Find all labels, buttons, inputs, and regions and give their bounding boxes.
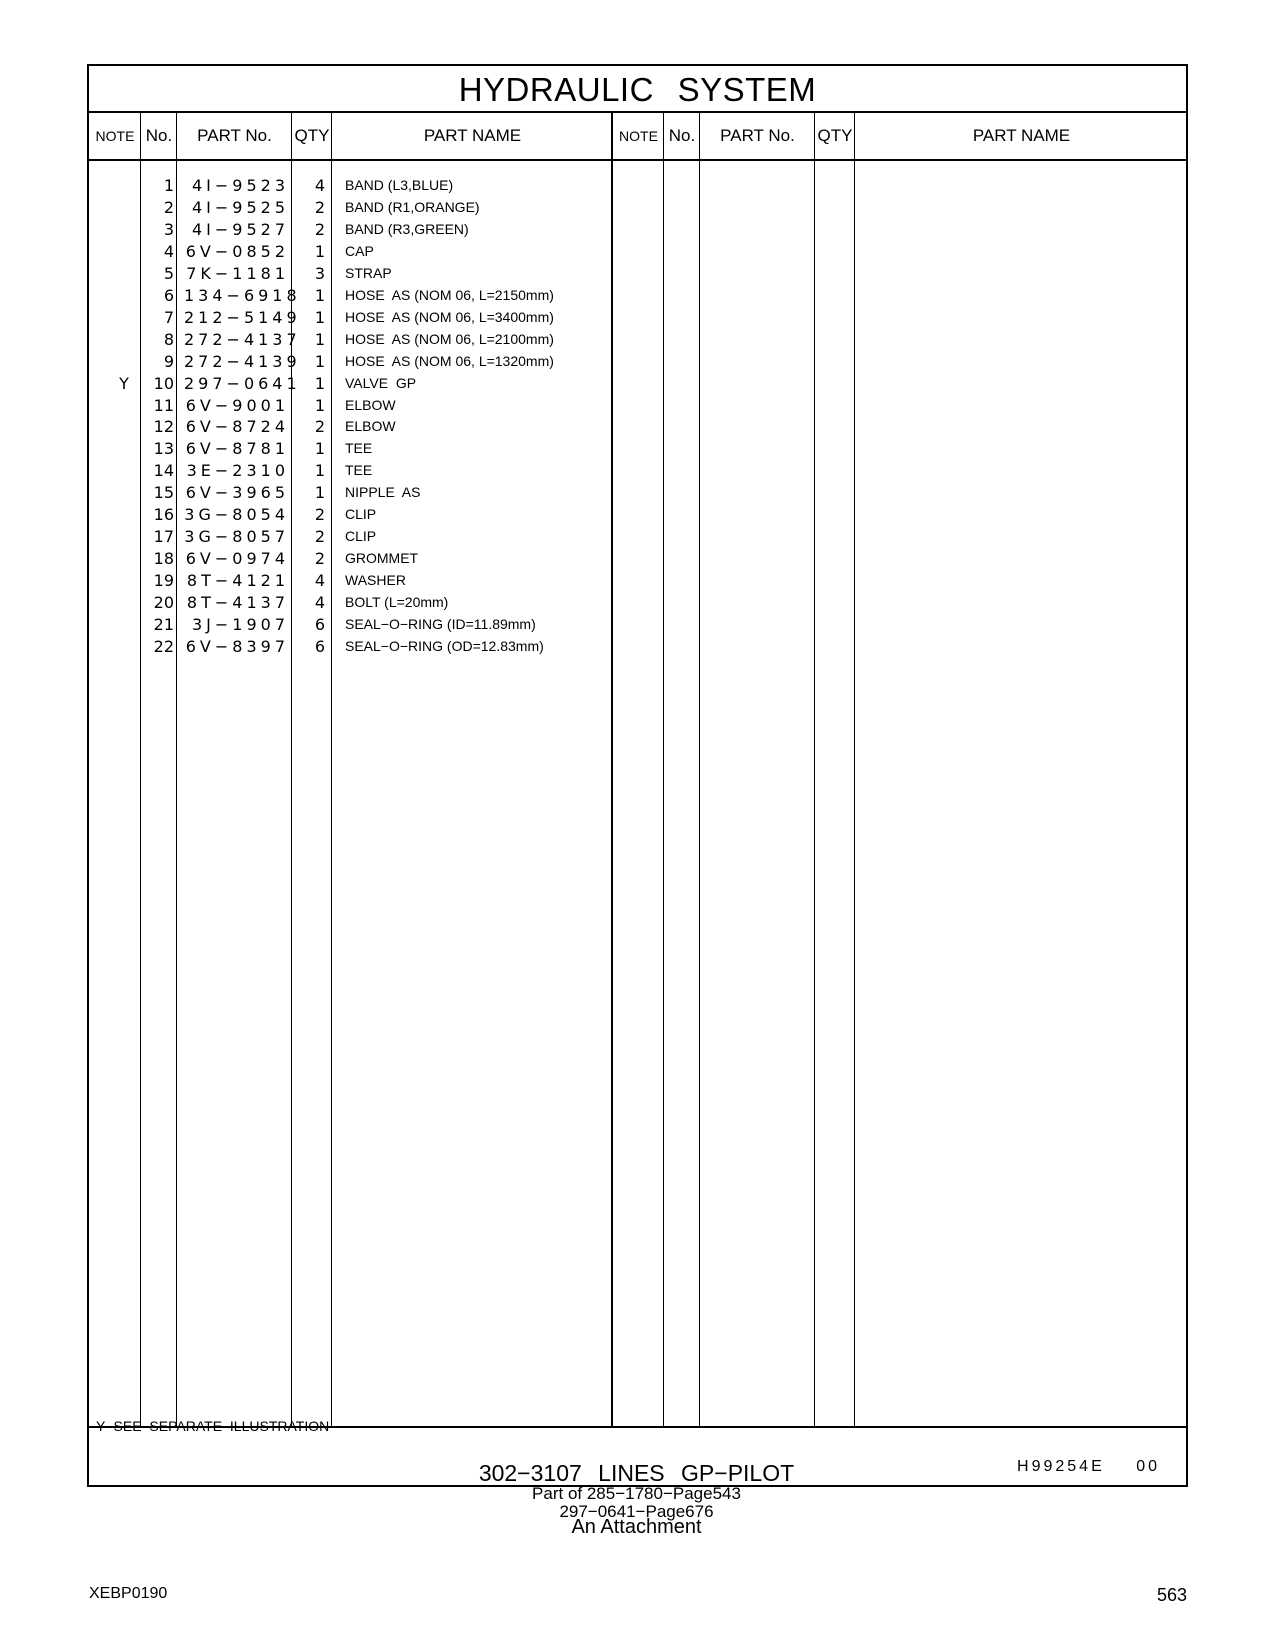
attachment-label: An Attachment — [571, 1516, 702, 1538]
row-quantity: 6 — [314, 615, 325, 634]
row-quantity: 2 — [314, 197, 325, 217]
row-part-name: TEE — [345, 440, 373, 457]
row-quantity: 1 — [314, 307, 325, 327]
row-part-number: 6V−9001 — [185, 395, 289, 415]
row-quantity: 6 — [314, 636, 325, 656]
group-title: 302−3107 LINES GP−PILOT — [478, 1460, 795, 1486]
row-quantity: 2 — [314, 505, 325, 525]
row-part-number: 3J−1907 — [191, 615, 289, 634]
table-row — [89, 503, 1186, 526]
header-part-no-left: PART No. — [197, 126, 272, 145]
row-part-name: BAND (L3,BLUE) — [345, 177, 454, 193]
row-part-number: 4I−9527 — [191, 219, 289, 239]
table-row — [89, 306, 1186, 329]
row-part-number: 4I−9525 — [191, 197, 289, 217]
row-number: 17 — [153, 527, 174, 547]
row-quantity: 1 — [314, 373, 325, 393]
row-part-name: GROMMET — [345, 550, 419, 567]
row-quantity: 1 — [314, 329, 325, 349]
table-row — [89, 525, 1186, 548]
row-part-number: 6V−0974 — [185, 549, 289, 569]
row-number: 1 — [163, 176, 174, 195]
row-quantity: 1 — [314, 439, 325, 459]
row-number: 22 — [153, 636, 174, 656]
row-number: 13 — [153, 439, 174, 459]
row-number: 12 — [153, 417, 174, 437]
illustration-code: H99254E 00 — [1017, 1458, 1160, 1475]
row-quantity: 2 — [314, 549, 325, 569]
table-row — [89, 218, 1186, 241]
row-quantity: 2 — [314, 417, 325, 437]
row-note: Y — [119, 373, 129, 393]
row-part-number: 3E−2310 — [186, 461, 289, 481]
row-quantity: 1 — [314, 461, 325, 481]
row-part-number: 212−5149 — [184, 307, 301, 327]
row-part-name: SEAL−O−RING (ID=11.89mm) — [345, 616, 536, 632]
table-row — [89, 240, 1186, 263]
table-title: HYDRAULIC SYSTEM — [89, 66, 1186, 113]
table-row — [89, 196, 1186, 219]
table-header — [89, 113, 1186, 161]
row-quantity: 1 — [314, 285, 325, 305]
row-number: 2 — [163, 197, 174, 217]
row-number: 10 — [153, 373, 174, 393]
row-quantity: 1 — [314, 395, 325, 415]
row-part-name: HOSE AS (NOM 06, L=2150mm) — [345, 286, 554, 303]
table-row — [89, 328, 1186, 351]
row-part-number: 297−0641 — [184, 373, 301, 393]
row-part-name: SEAL−O−RING (OD=12.83mm) — [345, 637, 544, 654]
row-number: 9 — [163, 351, 174, 371]
row-part-number: 272−4139 — [184, 351, 301, 371]
row-number: 6 — [163, 285, 174, 305]
footnote: Y−SEE SEPARATE ILLUSTRATION — [96, 1418, 330, 1434]
row-part-name: HOSE AS (NOM 06, L=1320mm) — [345, 352, 554, 369]
row-part-number: 8T−4137 — [186, 593, 289, 613]
row-part-name: CLIP — [345, 528, 377, 545]
row-part-name: STRAP — [345, 264, 392, 281]
part-of-line-1: Part of 285−1780−Page543 — [532, 1484, 741, 1503]
table-row — [89, 284, 1186, 307]
header-part-no-right: PART No. — [720, 126, 795, 145]
row-number: 7 — [163, 307, 174, 327]
table-row — [89, 437, 1186, 460]
row-quantity: 1 — [314, 241, 325, 261]
row-number: 20 — [153, 593, 174, 613]
row-part-number: 7K−1181 — [186, 263, 289, 283]
row-number: 14 — [153, 461, 174, 481]
row-number: 3 — [163, 219, 174, 239]
row-part-number: 272−4137 — [184, 329, 301, 349]
row-quantity: 1 — [314, 483, 325, 503]
document-id: XEBP0190 — [89, 1585, 168, 1602]
row-part-name: WASHER — [345, 572, 406, 589]
header-note-left: NOTE — [95, 128, 135, 144]
table-row — [89, 591, 1186, 614]
table-row — [89, 481, 1186, 504]
header-part-name-right: PART NAME — [972, 126, 1071, 145]
part-of-line-2: 297−0641−Page676 — [559, 1502, 714, 1521]
row-quantity: 3 — [314, 263, 325, 283]
row-part-name: ELBOW — [345, 418, 396, 435]
table-row — [89, 547, 1186, 570]
header-part-name-left: PART NAME — [423, 126, 522, 145]
row-part-number: 3G−8054 — [184, 505, 289, 525]
row-number: 5 — [163, 263, 174, 283]
page-number: 563 — [1156, 1585, 1187, 1605]
header-no-right: No. — [668, 126, 696, 145]
row-quantity: 2 — [314, 527, 325, 547]
row-quantity: 4 — [314, 571, 325, 591]
row-part-name: ELBOW — [345, 396, 396, 413]
table-row — [89, 394, 1186, 417]
row-part-number: 8T−4121 — [186, 571, 289, 591]
table-row — [89, 415, 1186, 438]
row-number: 18 — [153, 549, 174, 569]
row-number: 15 — [153, 483, 174, 503]
table-row — [89, 372, 1186, 395]
row-part-name: HOSE AS (NOM 06, L=3400mm) — [345, 308, 554, 325]
table-row — [89, 174, 1186, 197]
row-part-name: HOSE AS (NOM 06, L=2100mm) — [345, 330, 554, 347]
row-part-number: 134−6918 — [184, 285, 301, 305]
row-part-number: 4I−9523 — [191, 176, 289, 195]
row-part-name: BAND (R1,ORANGE) — [345, 198, 480, 215]
table-row — [89, 262, 1186, 285]
row-quantity: 4 — [314, 593, 325, 613]
row-quantity: 4 — [314, 176, 325, 195]
row-part-name: VALVE GP — [345, 374, 417, 391]
row-part-name: CAP — [345, 242, 374, 259]
row-quantity: 1 — [314, 351, 325, 371]
row-part-number: 3G−8057 — [184, 527, 289, 547]
row-part-number: 6V−8724 — [185, 417, 289, 437]
row-part-number: 6V−3965 — [185, 483, 289, 503]
table-row — [89, 635, 1186, 658]
row-part-name: BAND (R3,GREEN) — [345, 220, 469, 237]
row-part-number: 6V−0852 — [185, 241, 289, 261]
parts-table — [87, 64, 1188, 1487]
row-part-name: TEE — [345, 462, 373, 479]
row-number: 19 — [153, 571, 174, 591]
header-note-right: NOTE — [619, 128, 658, 144]
header-qty-right: QTY — [817, 126, 853, 145]
table-row — [89, 350, 1186, 373]
header-qty-left: QTY — [294, 126, 330, 145]
row-quantity: 2 — [314, 219, 325, 239]
row-number: 4 — [163, 241, 174, 261]
row-part-number: 6V−8397 — [185, 636, 289, 656]
table-row — [89, 569, 1186, 592]
row-number: 11 — [153, 395, 174, 415]
row-number: 8 — [163, 329, 174, 349]
row-number: 21 — [153, 615, 174, 634]
row-part-name: NIPPLE AS — [345, 484, 421, 501]
row-part-name: CLIP — [345, 506, 377, 523]
row-part-name: BOLT (L=20mm) — [345, 594, 449, 611]
row-part-number: 6V−8781 — [185, 439, 289, 459]
header-no-left: No. — [145, 126, 173, 145]
table-row — [89, 613, 1186, 636]
row-number: 16 — [153, 505, 174, 525]
table-row — [89, 459, 1186, 482]
